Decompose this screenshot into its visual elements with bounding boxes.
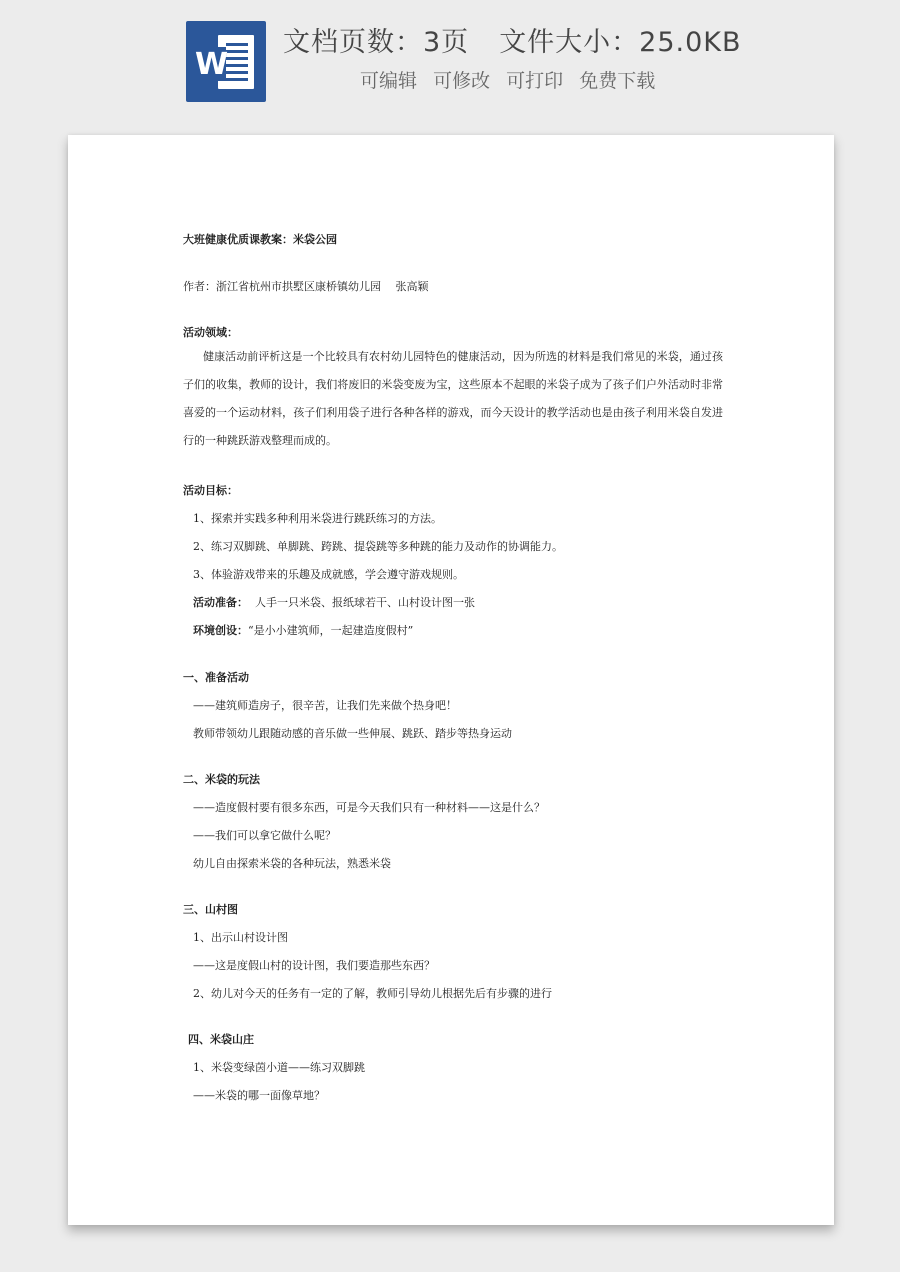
- section-4-line-1: 1、米袋变绿茵小道——练习双脚跳: [193, 1061, 365, 1074]
- header-tags: [360, 66, 665, 93]
- word-letter: W: [195, 47, 229, 82]
- section-4-heading: 四、米袋山庄: [188, 1033, 254, 1046]
- prep-label: 活动准备：: [193, 596, 248, 609]
- prep-value: 人手一只米袋、报纸球若干、山村设计图一张: [255, 596, 475, 609]
- header: [0, 0, 900, 130]
- prep-line: [193, 594, 475, 610]
- tag-free-download: 免费下载: [579, 70, 656, 92]
- goal-item-3: 3、体验游戏带来的乐趣及成就感，学会遵守游戏规则。: [193, 568, 464, 581]
- section-3-line-3: 2、幼儿对今天的任务有一定的了解，教师引导幼儿根据先后有步骤的进行: [193, 987, 552, 1000]
- section-2-line-1: ——造度假村要有很多东西，可是今天我们只有一种材料——这是什么？: [193, 801, 545, 814]
- document-page: [68, 135, 834, 1225]
- word-doc-icon: [186, 21, 266, 102]
- field-paragraph: 健康活动前评析这是一个比较具有农村幼儿园特色的健康活动，因为所选的材料是我们常见的米袋，通过孩子们的收集，教师的设计，我们将废旧的米袋变废为宝，这些原本不起眼的米袋子成为了孩子们户外活动时非常喜爱的一个运动材料，孩子们利用袋子进行各种各样的游戏，而今天设计的教学活动也是由孩子利用米袋自发进行的一种跳跃游戏整理而成的。: [183, 350, 723, 447]
- doc-author: 作者：浙江省杭州市拱墅区康桥镇幼儿园 张高颖: [183, 280, 429, 293]
- section-1-heading: 一、准备活动: [183, 671, 249, 684]
- goal-item-1: 1、探索并实践多种利用米袋进行跳跃练习的方法。: [193, 512, 442, 525]
- doc-title: 大班健康优质课教案：米袋公园: [183, 233, 337, 246]
- section-2-line-3: 幼儿自由探索米袋的各种玩法，熟悉米袋: [193, 857, 391, 870]
- section-3-line-2: ——这是度假山村的设计图，我们要造那些东西？: [193, 959, 435, 972]
- section-1-line-2: 教师带领幼儿跟随动感的音乐做一些伸展、跳跃、踏步等热身运动: [193, 727, 512, 740]
- file-size: 文件大小：25.0KB: [499, 27, 742, 58]
- page-count: 文档页数：3页: [283, 27, 470, 58]
- tag-printable: 可打印: [506, 70, 564, 92]
- env-line: [193, 622, 413, 638]
- section-1-line-1: ——建筑师造房子，很辛苦，让我们先来做个热身吧！: [193, 699, 457, 712]
- tag-editable: 可编辑: [360, 70, 418, 92]
- tag-modifiable: 可修改: [433, 70, 491, 92]
- section-3-heading: 三、山村图: [183, 903, 238, 916]
- section-2-line-2: ——我们可以拿它做什么呢？: [193, 829, 336, 842]
- header-title: [283, 20, 742, 59]
- goal-item-2: 2、练习双脚跳、单脚跳、跨跳、提袋跳等多种跳的能力及动作的协调能力。: [193, 540, 563, 553]
- env-value: “是小小建筑师，一起建造度假村”: [248, 624, 414, 637]
- section-2-heading: 二、米袋的玩法: [183, 773, 260, 786]
- section-4-line-2: ——米袋的哪一面像草地？: [193, 1089, 325, 1102]
- env-label: 环境创设：: [193, 624, 248, 637]
- section-3-line-1: 1、出示山村设计图: [193, 931, 288, 944]
- field-heading: 活动领域：: [183, 326, 238, 339]
- goals-heading: 活动目标：: [183, 484, 238, 497]
